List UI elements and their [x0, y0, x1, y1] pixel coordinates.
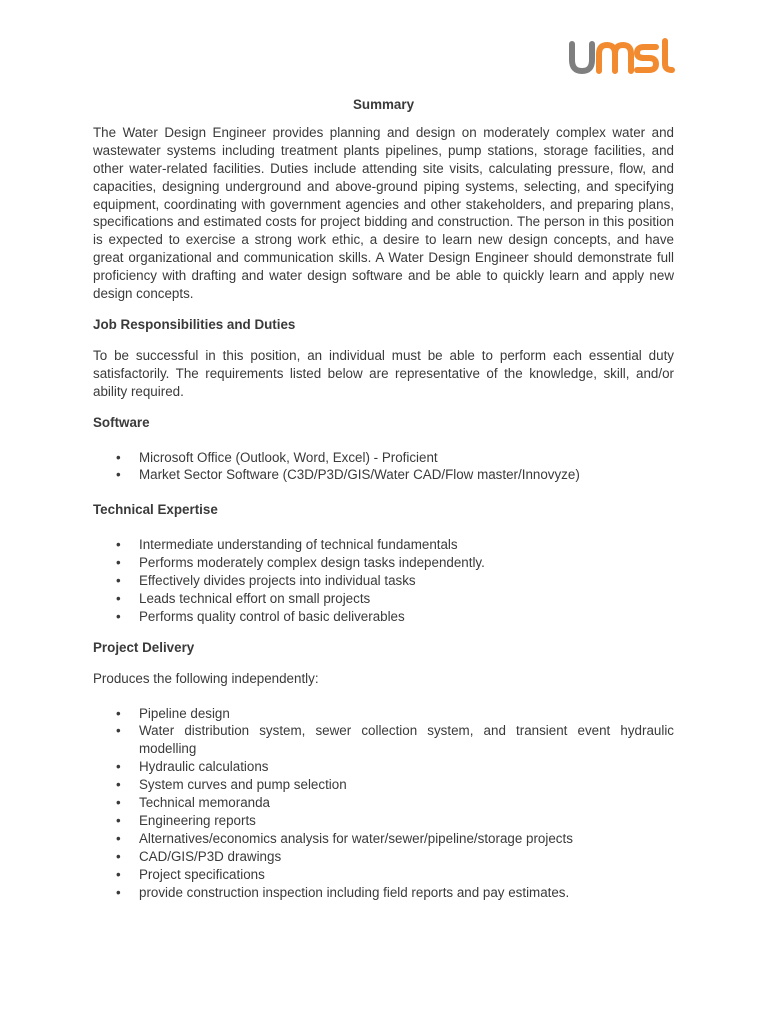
umsl-logo-graphic [568, 38, 676, 78]
list-item: • Project specifications [116, 866, 265, 882]
list-item: • Leads technical effort on small projects [116, 590, 371, 606]
list-item: • Performs moderately complex design tasks independently. [116, 555, 485, 571]
bullet-icon: • [116, 449, 121, 465]
bullet-icon: • [116, 467, 121, 483]
bullet-icon: • [116, 813, 121, 828]
list-item: • provide construction inspection including field reports and pay estimates. [116, 884, 570, 900]
bullet-icon: • [116, 705, 121, 721]
bullet-icon: • [116, 830, 121, 846]
umsl-logo [568, 38, 676, 78]
list-item: • Microsoft Office (Outlook, Word, Excel) - Proficient [116, 449, 438, 465]
list-item: • Technical memoranda [116, 795, 270, 811]
summary-title: Summary [352, 97, 415, 112]
list-item: • Hydraulic calculations [116, 759, 269, 775]
list-item: • Market Sector Software (C3D/P3D/GIS/Water CAD/Flow master/Innovyze) [116, 467, 580, 483]
summary-paragraph: The Water Design Engineer provides planning and design on moderately complex water and wastewater systems including treatment plants pipelines, pump stations, storage facilities, and other water-related facilities. Duties include attending site visits, calculating pressure, flow, and capacities, designing underground and above-ground piping systems, selecting, and specifying equipment, coordinating with government agencies and other stakeholders, and preparing plans, specifications and estimated costs for project bidding and construction. The person in this position is expected to exercise a strong work ethic, a desire to learn new design concepts, and have great organizational and communication skills. A Water Design Engineer should demonstrate full proficiency with drafting and water design software and be able to quickly learn and apply new design concepts. [93, 124, 674, 302]
responsibilities-heading: Job Responsibilities and Duties [93, 316, 296, 332]
bullet-icon: • [116, 866, 121, 882]
list-item: • Intermediate understanding of technical fundamentals [116, 537, 458, 553]
bullet-icon: • [116, 590, 121, 606]
list-item: • Pipeline design [116, 705, 230, 721]
delivery-list [93, 705, 674, 902]
document-body [93, 96, 674, 915]
list-item: • Water distribution system, sewer collection system, and transient event hydraulic modelling [116, 723, 674, 757]
bullet-icon: • [116, 777, 121, 793]
responsibilities-paragraph: To be successful in this position, an individual must be able to perform each essential duty satisfactorily. The requirements listed below are representative of the knowledge, skill, and/or ability required. [93, 347, 674, 399]
bullet-icon: • [116, 555, 121, 571]
bullet-icon: • [116, 848, 121, 864]
bullet-icon: • [116, 573, 121, 589]
bullet-icon: • [116, 608, 121, 624]
list-item: • CAD/GIS/P3D drawings [116, 848, 282, 864]
list-item: • Alternatives/economics analysis for water/sewer/pipeline/storage projects [116, 830, 573, 846]
technical-heading: Technical Expertise [93, 502, 218, 518]
bullet-icon: • [116, 759, 121, 775]
delivery-heading: Project Delivery [93, 639, 195, 655]
technical-list [93, 536, 674, 626]
software-heading: Software [93, 414, 150, 430]
bullet-icon: • [116, 884, 121, 900]
bullet-icon: • [116, 537, 121, 553]
software-list [93, 449, 674, 485]
list-item: • System curves and pump selection [116, 777, 347, 793]
bullet-icon: • [116, 795, 121, 811]
list-item: • Effectively divides projects into individual tasks [116, 573, 416, 589]
list-item: • Performs quality control of basic deliverables [116, 608, 405, 624]
delivery-intro: Produces the following independently: [93, 670, 319, 686]
bullet-icon: • [116, 723, 121, 739]
list-item: • Engineering reports [116, 813, 256, 828]
